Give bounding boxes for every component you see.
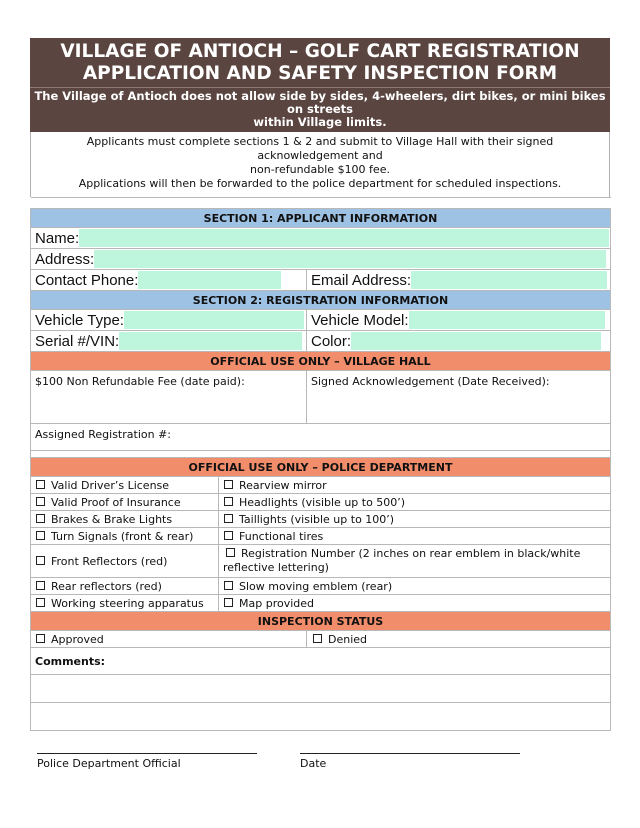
- email-label: Email Address:: [311, 271, 412, 289]
- notice-line-1: The Village of Antioch does not allow side by sides, 4-wheelers, dirt bikes, or mini bikes on streets: [34, 89, 606, 116]
- checkbox-icon[interactable]: [224, 581, 233, 590]
- vehicle-type-label: Vehicle Type:: [35, 311, 124, 329]
- village-hall-heading: OFFICIAL USE ONLY – VILLAGE HALL: [31, 352, 611, 371]
- checkbox-icon[interactable]: [224, 598, 233, 607]
- checkbox-icon[interactable]: [36, 556, 45, 565]
- comments-label: Comments:: [35, 654, 106, 668]
- date-signature-line[interactable]: [300, 753, 520, 754]
- vehicle-model-cell: [307, 310, 611, 331]
- check-rear-reflectors[interactable]: [31, 578, 219, 595]
- check-label: Valid Proof of Insurance: [51, 495, 181, 509]
- check-turn-signals[interactable]: [31, 528, 219, 545]
- checkbox-icon[interactable]: [313, 634, 322, 643]
- check-registration-number[interactable]: [219, 545, 611, 578]
- check-label: Turn Signals (front & rear): [51, 529, 194, 543]
- check-rearview-mirror[interactable]: [219, 477, 611, 494]
- check-label: Taillights (visible up to 100’): [239, 512, 395, 526]
- vehicle-model-label: Vehicle Model:: [311, 311, 409, 329]
- instructions: [30, 132, 610, 197]
- check-label: Functional tires: [239, 529, 324, 543]
- serial-vin-label: Serial #/VIN:: [35, 332, 120, 350]
- name-row: [31, 228, 611, 249]
- color-field[interactable]: [351, 332, 601, 350]
- fee-paid-label: $100 Non Refundable Fee (date paid):: [35, 375, 245, 388]
- comments-line[interactable]: [31, 675, 611, 703]
- color-label: Color:: [311, 332, 352, 350]
- assigned-registration-label: Assigned Registration #:: [35, 428, 171, 441]
- serial-vin-cell: [31, 331, 307, 352]
- vehicle-type-field[interactable]: [124, 311, 304, 329]
- comments-row[interactable]: [31, 648, 611, 675]
- check-label: Slow moving emblem (rear): [239, 579, 393, 593]
- checkbox-icon[interactable]: [226, 548, 235, 557]
- intro-line-2: non-refundable $100 fee.: [250, 163, 390, 176]
- check-tires[interactable]: [219, 528, 611, 545]
- check-label: Registration Number (2 inches on rear emblem in black/white reflective lettering): [223, 547, 581, 574]
- checkbox-icon[interactable]: [36, 531, 45, 540]
- check-slow-moving-emblem[interactable]: [219, 578, 611, 595]
- comments-line[interactable]: [31, 703, 611, 731]
- police-heading: OFFICIAL USE ONLY – POLICE DEPARTMENT: [31, 458, 611, 477]
- checkbox-icon[interactable]: [224, 531, 233, 540]
- status-denied[interactable]: [307, 631, 611, 648]
- acknowledgement-label: Signed Acknowledgement (Date Received):: [311, 375, 550, 388]
- vehicle-notice: [30, 87, 610, 132]
- acknowledgement-cell[interactable]: [307, 371, 611, 424]
- checkbox-icon[interactable]: [36, 480, 45, 489]
- vehicle-model-field[interactable]: [409, 311, 605, 329]
- title-line-2: APPLICATION AND SAFETY INSPECTION FORM: [82, 63, 558, 84]
- checkbox-icon[interactable]: [36, 634, 45, 643]
- official-signature: [37, 753, 257, 770]
- address-row: [31, 249, 611, 270]
- check-taillights[interactable]: [219, 511, 611, 528]
- check-label: Brakes & Brake Lights: [51, 512, 173, 526]
- assigned-registration-cell[interactable]: [31, 424, 611, 451]
- form-table: [30, 197, 611, 731]
- check-front-reflectors[interactable]: [31, 545, 219, 578]
- check-brakes[interactable]: [31, 511, 219, 528]
- checkbox-icon[interactable]: [224, 497, 233, 506]
- check-insurance[interactable]: [31, 494, 219, 511]
- intro-line-3: Applications will then be forwarded to the police department for scheduled inspections.: [78, 177, 562, 190]
- contact-phone-cell: [31, 270, 307, 291]
- check-headlights[interactable]: [219, 494, 611, 511]
- status-approved[interactable]: [31, 631, 307, 648]
- inspection-status-heading: INSPECTION STATUS: [31, 612, 611, 631]
- serial-vin-field[interactable]: [119, 332, 302, 350]
- check-label: Front Reflectors (red): [51, 554, 168, 568]
- email-field[interactable]: [411, 271, 607, 289]
- notice-line-2: within Village limits.: [253, 115, 387, 129]
- email-cell: [307, 270, 611, 291]
- date-signature: [300, 753, 520, 770]
- section-1-heading: SECTION 1: APPLICANT INFORMATION: [31, 209, 611, 228]
- contact-phone-label: Contact Phone:: [35, 271, 139, 289]
- check-map[interactable]: [219, 595, 611, 612]
- checkbox-icon[interactable]: [224, 480, 233, 489]
- section-2-heading: SECTION 2: REGISTRATION INFORMATION: [31, 291, 611, 310]
- checkbox-icon[interactable]: [36, 581, 45, 590]
- check-drivers-license[interactable]: [31, 477, 219, 494]
- checkbox-icon[interactable]: [36, 497, 45, 506]
- address-field[interactable]: [94, 250, 606, 268]
- name-field[interactable]: [79, 229, 609, 247]
- registration-form: [30, 38, 610, 731]
- checkbox-icon[interactable]: [36, 598, 45, 607]
- check-label: Working steering apparatus: [51, 596, 204, 610]
- official-signature-line[interactable]: [37, 753, 257, 754]
- approved-label: Approved: [51, 632, 104, 646]
- vehicle-type-cell: [31, 310, 307, 331]
- address-label: Address:: [35, 250, 95, 268]
- color-cell: [307, 331, 611, 352]
- check-label: Map provided: [239, 596, 315, 610]
- check-steering[interactable]: [31, 595, 219, 612]
- check-label: Valid Driver’s License: [51, 478, 170, 492]
- check-label: Rearview mirror: [239, 478, 327, 492]
- date-label: Date: [300, 757, 327, 770]
- title-line-1: VILLAGE OF ANTIOCH – GOLF CART REGISTRATION: [60, 41, 580, 62]
- form-title: [30, 38, 610, 87]
- check-label: Headlights (visible up to 500’): [239, 495, 406, 509]
- fee-paid-cell[interactable]: [31, 371, 307, 424]
- checkbox-icon[interactable]: [224, 514, 233, 523]
- checkbox-icon[interactable]: [36, 514, 45, 523]
- official-signature-label: Police Department Official: [37, 757, 181, 770]
- contact-phone-field[interactable]: [138, 271, 281, 289]
- denied-label: Denied: [328, 632, 368, 646]
- check-label: Rear reflectors (red): [51, 579, 162, 593]
- intro-line-1: Applicants must complete sections 1 & 2 and submit to Village Hall with their signed acknowledgement and: [86, 135, 554, 162]
- name-label: Name:: [35, 229, 80, 247]
